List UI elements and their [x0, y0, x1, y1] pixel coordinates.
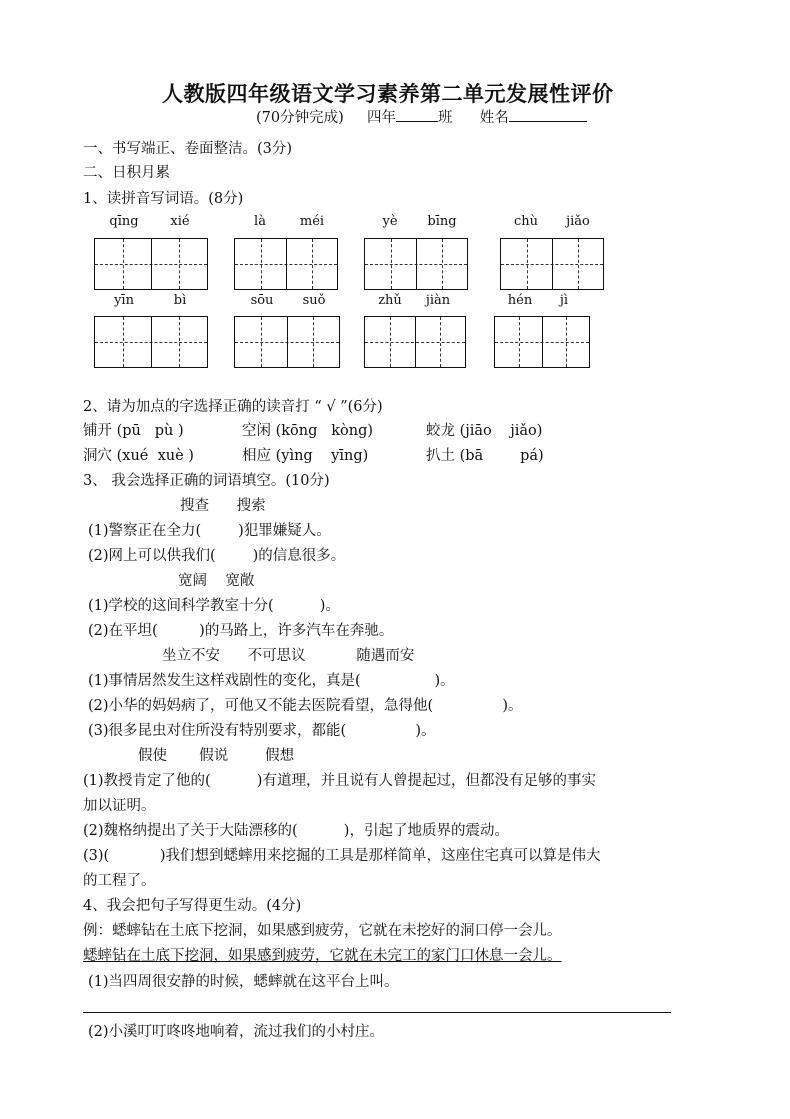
fill-sentence: (2)魏格纳提出了关于大陆漂移的( )，引起了地质界的震动。 [83, 823, 509, 839]
section-2-heading: 二、日积月累 [83, 165, 170, 181]
q2-heading: 2、请为加点的字选择正确的读音打 “ √ ”(6分) [83, 399, 383, 415]
char-grid[interactable] [494, 316, 590, 368]
char-grid[interactable] [234, 316, 340, 368]
pinyin-1a: qīng [109, 214, 139, 229]
fill-sentence: (1)教授肯定了他的( )有道理，并且说有人曾提起过，但都没有足够的事实 [83, 773, 596, 789]
pinyin-3a: yè [382, 214, 398, 229]
answer-line[interactable] [83, 1012, 671, 1013]
fill-sentence: (3)( )我们想到蟋蟀用来挖掘的工具是那样简单，这座住宅真可以算是伟大 [83, 848, 601, 864]
fill-sentence: (1)警察正在全力( )犯罪嫌疑人。 [88, 523, 331, 539]
word-bank: 搜查 搜索 [180, 498, 266, 514]
time-note: (70分钟完成) [256, 110, 344, 126]
example-sentence: 例：蟋蟀钻在土底下挖洞，如果感到疲劳，它就在未挖好的洞口停一会儿。 [83, 923, 562, 939]
fill-sentence: (1)学校的这间科学教室十分( )。 [88, 598, 340, 614]
q3-heading: 3、 我会选择正确的词语填空。(10分) [83, 473, 330, 489]
q2-item: 蛟龙 (jiāo jiǎo) [426, 423, 543, 439]
pinyin-5a: yīn [114, 293, 134, 308]
char-grid[interactable] [364, 238, 468, 290]
fill-sentence-cont: 的工程了。 [83, 873, 156, 889]
grade-label: 四年 [366, 110, 396, 126]
pinyin-5b: bì [173, 293, 187, 308]
class-label: 班 [437, 110, 453, 126]
pinyin-2b: méi [299, 214, 325, 229]
q2-item: 扒土 (bā pá) [426, 448, 544, 464]
example-answer: 蟋蟀钻在土底下挖洞，如果感到疲劳，它就在未完工的家门口休息一会儿。 [83, 948, 562, 964]
char-grid[interactable] [364, 316, 466, 368]
pinyin-8b: jì [559, 293, 569, 308]
section-1-heading: 一、书写端正、卷面整洁。(3分) [83, 141, 293, 157]
fill-sentence: (2)小华的妈妈病了，可他又不能去医院看望，急得他( )。 [88, 698, 523, 714]
subtitle [256, 106, 587, 128]
pinyin-6b: suǒ [302, 293, 326, 308]
char-grid[interactable] [94, 316, 208, 368]
pinyin-4b: jiǎo [566, 214, 590, 229]
q1-heading: 1、读拼音写词语。(8分) [83, 191, 244, 207]
q2-item: 铺开 (pū pù ) [83, 423, 184, 439]
word-bank: 假使 假说 假想 [138, 748, 295, 764]
pinyin-3b: bīng [427, 214, 457, 229]
pinyin-6a: sōu [250, 293, 274, 308]
q2-item: 空闲 (kōng kòng) [242, 423, 374, 439]
fill-sentence-cont: 加以证明。 [83, 798, 156, 814]
q4-heading: 4、我会把句子写得更生动。(4分) [83, 898, 302, 914]
word-bank: 坐立不安 不可思议 随遇而安 [162, 648, 415, 664]
pinyin-8a: hén [507, 293, 533, 308]
char-grid[interactable] [500, 238, 604, 290]
pinyin-1b: xié [170, 214, 190, 229]
pinyin-2a: là [254, 214, 266, 229]
fill-sentence: (2)网上可以供我们( )的信息很多。 [88, 548, 346, 564]
rewrite-item: (1)当四周很安静的时候，蟋蟀就在这平台上叫。 [88, 974, 399, 990]
page-title: 人教版四年级语文学习素养第二单元发展性评价 [162, 81, 614, 106]
word-bank: 宽阔 宽敞 [178, 573, 255, 589]
pinyin-7a: zhǔ [378, 293, 402, 308]
name-label: 姓名 [479, 110, 509, 126]
rewrite-item: (2)小溪叮叮咚咚地响着，流过我们的小村庄。 [88, 1024, 385, 1040]
q2-item: 洞穴 (xué xuè ) [83, 448, 194, 464]
fill-sentence: (3)很多昆虫对住所没有特别要求，都能( )。 [88, 723, 436, 739]
fill-sentence: (1)事情居然发生这样戏剧性的变化，真是( )。 [88, 673, 455, 689]
char-grid[interactable] [234, 238, 338, 290]
pinyin-4a: chù [513, 214, 539, 229]
char-grid[interactable] [94, 238, 208, 290]
fill-sentence: (2)在平坦( )的马路上，许多汽车在奔驰。 [88, 623, 394, 639]
q2-item: 相应 (yìng yīng) [242, 448, 369, 464]
name-blank[interactable] [509, 106, 587, 122]
pinyin-7b: jiàn [425, 293, 451, 308]
class-blank[interactable] [396, 106, 438, 122]
